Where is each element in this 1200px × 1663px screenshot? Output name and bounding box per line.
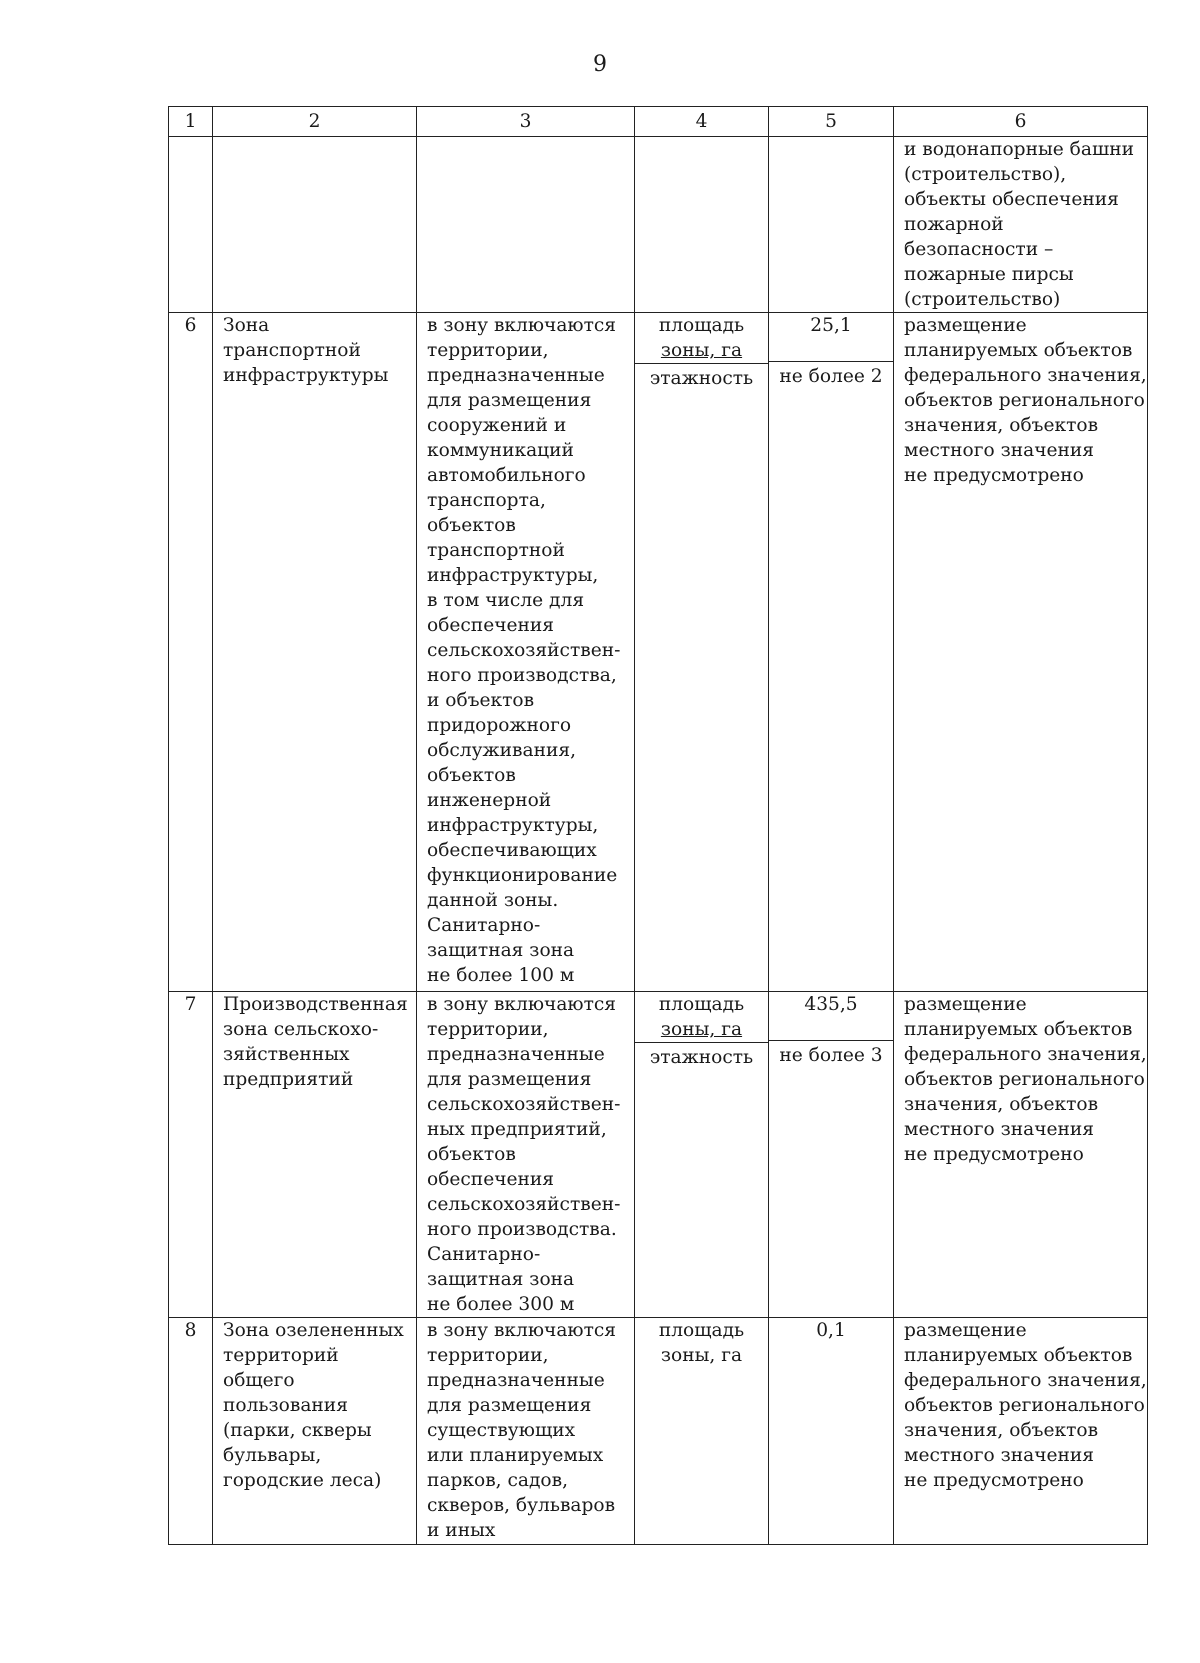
text-line: в зону включаются — [427, 994, 617, 1015]
text-line: планируемых объектов — [904, 340, 1133, 361]
text-line: безопасности – — [904, 239, 1054, 260]
text-line: предназначенные — [427, 1044, 605, 1065]
text-line: защитная зона — [427, 940, 575, 961]
text-line: площадь — [658, 315, 745, 336]
text-line: планируемых объектов — [904, 1019, 1133, 1040]
text-line: сельскохозяйствен- — [427, 640, 621, 661]
param-floors-label: этажность — [649, 1047, 754, 1068]
header-col-1: 1 — [169, 107, 213, 137]
text-line: планируемых объектов — [904, 1345, 1133, 1366]
text-line: объектов — [427, 765, 516, 786]
text-line: зоны, га — [660, 1345, 743, 1366]
text-line: не предусмотрено — [904, 1470, 1084, 1491]
text-line: территории, — [427, 1019, 549, 1040]
text-line: обслуживания, — [427, 740, 577, 761]
text-line: не более 300 м — [427, 1294, 575, 1315]
text-line: не предусмотрено — [904, 1144, 1084, 1165]
text-line: зоны, га — [660, 340, 743, 361]
cell-param — [635, 313, 769, 992]
cell-param — [635, 992, 769, 1318]
cell-name — [213, 313, 417, 992]
cell-num — [169, 137, 213, 313]
param-area-value: 25,1 — [768, 313, 894, 362]
text-line: Зона — [223, 315, 270, 336]
cell-placement — [894, 992, 1148, 1318]
table-row-continuation — [169, 137, 1148, 313]
text-line: не более 100 м — [427, 965, 575, 986]
text-line: федерального значения, — [904, 1370, 1147, 1391]
header-col-4: 4 — [635, 107, 769, 137]
header-col-2: 2 — [213, 107, 417, 137]
text-line: местного значения — [904, 1445, 1095, 1466]
text-line: пожарной — [904, 214, 1004, 235]
header-row — [169, 107, 1148, 137]
text-line: значения, объектов — [904, 415, 1099, 436]
param-area-label — [635, 1318, 768, 1368]
text-line: автомобильного — [427, 465, 586, 486]
page-number: 9 — [593, 52, 607, 77]
text-line: парков, садов, — [427, 1470, 569, 1491]
text-line: ных предприятий, — [427, 1119, 607, 1140]
table-row-8 — [169, 1318, 1148, 1545]
cell-placement — [894, 313, 1148, 992]
text-line: скверов, бульваров — [427, 1495, 616, 1516]
cell-desc — [417, 313, 635, 992]
text-line: в том числе для — [427, 590, 585, 611]
cell-placement — [894, 1318, 1148, 1545]
text-line: зоны, га — [660, 1019, 743, 1040]
text-line: инфраструктуры, — [427, 815, 599, 836]
text-line: обеспечения — [427, 1169, 555, 1190]
cell-desc — [417, 992, 635, 1318]
cell-name — [213, 992, 417, 1318]
text-line: сельскохозяйствен- — [427, 1194, 621, 1215]
text-line: площадь — [658, 994, 745, 1015]
text-line: Производственная — [223, 994, 408, 1015]
text-line: федерального значения, — [904, 1044, 1147, 1065]
text-line: ного производства, — [427, 665, 617, 686]
text-line: (строительство), — [904, 164, 1067, 185]
text-line: защитная зона — [427, 1269, 575, 1290]
text-line: объектов регионального — [904, 1395, 1145, 1416]
zones-table — [168, 106, 1148, 1545]
text-line: сооружений и — [427, 415, 567, 436]
text-line: или планируемых — [427, 1445, 604, 1466]
text-line: размещение — [904, 994, 1027, 1015]
cell-desc — [417, 1318, 635, 1545]
header-col-6: 6 — [894, 107, 1148, 137]
text-line: Санитарно- — [427, 915, 541, 936]
text-line: (парки, скверы — [223, 1420, 372, 1441]
text-line: инженерной — [427, 790, 552, 811]
text-line: в зону включаются — [427, 315, 617, 336]
text-line: местного значения — [904, 1119, 1095, 1140]
text-line: значения, объектов — [904, 1420, 1099, 1441]
text-line: функционирование — [427, 865, 618, 886]
text-line: пользования — [223, 1395, 348, 1416]
text-line: площадь — [658, 1320, 745, 1341]
text-line: размещение — [904, 1320, 1027, 1341]
text-line: общего — [223, 1370, 295, 1391]
text-line: транспорта, — [427, 490, 546, 511]
cell-desc — [417, 137, 635, 313]
text-line: для размещения — [427, 1395, 592, 1416]
text-line: ного производства. — [427, 1219, 617, 1240]
table-row-6 — [169, 313, 1148, 992]
cell-param — [635, 1318, 769, 1545]
text-line: предприятий — [223, 1069, 354, 1090]
cell-value — [769, 313, 894, 992]
text-line: федерального значения, — [904, 365, 1147, 386]
text-line: инфраструктуры — [223, 365, 389, 386]
text-line: объекты обеспечения — [904, 189, 1119, 210]
text-line: сельскохозяйствен- — [427, 1094, 621, 1115]
text-line: обеспечивающих — [427, 840, 597, 861]
text-line: коммуникаций — [427, 440, 574, 461]
text-line: зяйственных — [223, 1044, 350, 1065]
table-row-7 — [169, 992, 1148, 1318]
cell-name — [213, 1318, 417, 1545]
cell-placement — [894, 137, 1148, 313]
text-line: предназначенные — [427, 1370, 605, 1391]
param-area-label — [635, 313, 768, 364]
text-line: транспортной — [427, 540, 565, 561]
text-line: объектов регионального — [904, 390, 1145, 411]
text-line: пожарные пирсы — [904, 264, 1074, 285]
text-line: предназначенные — [427, 365, 605, 386]
text-line: для размещения — [427, 390, 592, 411]
text-line: Санитарно- — [427, 1244, 541, 1265]
text-line: территории, — [427, 1345, 549, 1366]
cell-num: 6 — [169, 313, 213, 992]
header-col-3: 3 — [417, 107, 635, 137]
cell-value — [769, 1318, 894, 1545]
text-line: местного значения — [904, 440, 1095, 461]
param-area-label — [635, 992, 768, 1043]
text-line: существующих — [427, 1420, 576, 1441]
param-area-value: 435,5 — [768, 992, 894, 1041]
text-line: Зона озелененных — [223, 1320, 404, 1341]
cell-num: 8 — [169, 1318, 213, 1545]
param-floors-value: не более 3 — [779, 1045, 883, 1066]
param-floors-value: не более 2 — [779, 366, 883, 387]
text-line: и водонапорные башни — [904, 139, 1135, 160]
text-line: в зону включаются — [427, 1320, 617, 1341]
param-area-value: 0,1 — [816, 1320, 846, 1341]
text-line: и объектов — [427, 690, 535, 711]
param-floors-label: этажность — [649, 368, 754, 389]
text-line: не предусмотрено — [904, 465, 1084, 486]
text-line: объектов — [427, 1144, 516, 1165]
text-line: бульвары, — [223, 1445, 322, 1466]
text-line: объектов регионального — [904, 1069, 1145, 1090]
text-line: территорий — [223, 1345, 339, 1366]
cell-param — [635, 137, 769, 313]
text-line: транспортной — [223, 340, 361, 361]
text-line: городские леса) — [223, 1470, 382, 1491]
header-col-5: 5 — [769, 107, 894, 137]
cell-value — [769, 137, 894, 313]
cell-name — [213, 137, 417, 313]
text-line: размещение — [904, 315, 1027, 336]
cell-num: 7 — [169, 992, 213, 1318]
text-line: придорожного — [427, 715, 572, 736]
text-line: значения, объектов — [904, 1094, 1099, 1115]
text-line: зона сельскохо- — [223, 1019, 379, 1040]
cell-value — [769, 992, 894, 1318]
text-line: обеспечения — [427, 615, 555, 636]
text-line: для размещения — [427, 1069, 592, 1090]
text-line: данной зоны. — [427, 890, 559, 911]
text-line: (строительство) — [904, 289, 1061, 310]
text-line: территории, — [427, 340, 549, 361]
text-line: инфраструктуры, — [427, 565, 599, 586]
text-line: объектов — [427, 515, 516, 536]
text-line: и иных — [427, 1520, 496, 1541]
